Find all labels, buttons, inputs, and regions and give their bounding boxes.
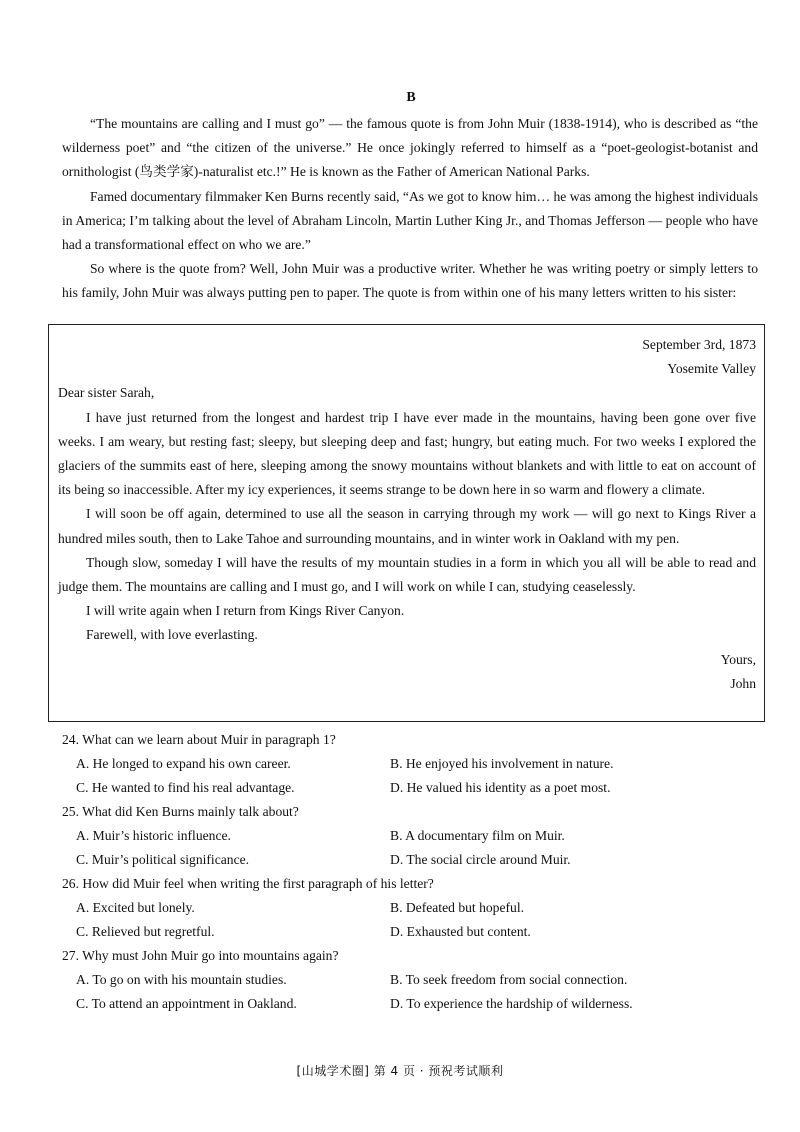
option-b: B. He enjoyed his involvement in nature. bbox=[390, 756, 614, 771]
option-b: B. To seek freedom from social connection. bbox=[390, 972, 628, 987]
question-stem: 25. What did Ken Burns mainly talk about? bbox=[62, 804, 299, 819]
option-c: C. He wanted to find his real advantage. bbox=[76, 780, 295, 795]
letter-signature: John bbox=[730, 675, 756, 691]
option-c: C. Relieved but regretful. bbox=[76, 924, 215, 939]
option-a: A. He longed to expand his own career. bbox=[76, 756, 291, 771]
passage-intro bbox=[62, 112, 758, 306]
letter-paragraph: Though slow, someday I will have the results of my mountain studies in a form in which you all will be able to read and judge them. The mountains are calling and I must go, and I will work on while I can, studying ceaselessly. bbox=[58, 554, 756, 595]
option-d: D. He valued his identity as a poet most. bbox=[390, 780, 611, 795]
letter-date: September 3rd, 1873 bbox=[642, 337, 756, 352]
letter-paragraph: I will write again when I return from Kings River Canyon. bbox=[86, 603, 405, 619]
option-a: A. To go on with his mountain studies. bbox=[76, 972, 287, 987]
letter-place: Yosemite Valley bbox=[667, 361, 756, 377]
intro-paragraph: “The mountains are calling and I must go” — the famous quote is from John Muir (1838-1914), who is described as “the wilderness poet” and “the citizen of the universe.” He once jokingly referred to himself as a “poet-geologist-botanist and ornithologist (鸟类学家)-naturalist etc.!” He is known as the Father of American National Parks. bbox=[62, 116, 758, 180]
option-d: D. The social circle around Muir. bbox=[390, 852, 571, 867]
question-stem: 24. What can we learn about Muir in paragraph 1? bbox=[62, 732, 336, 747]
letter-paragraph: I will soon be off again, determined to use all the season in carrying through my work — will go next to Kings River a hundred miles south, then to Lake Tahoe and surrounding mountains, and in winter work in Oakland with my pen. bbox=[58, 506, 756, 546]
option-a: A. Muir’s historic influence. bbox=[76, 828, 231, 843]
question-stem: 27. Why must John Muir go into mountains again? bbox=[62, 948, 339, 963]
letter-paragraph: Farewell, with love everlasting. bbox=[86, 627, 258, 643]
option-a: A. Excited but lonely. bbox=[76, 900, 195, 915]
letter-paragraph: I have just returned from the longest and hardest trip I have ever made in the mountains, having been gone over five weeks. I am weary, but resting fast; sleepy, but sleeping deep and fast; hungry, but eating much. For two weeks I explored the glaciers of the summits east of here, sleeping among the snowy mountains without blankets and with little to eat on account of its being so inaccessible. After my icy experiences, it seems strange to be down here in so warm and flowery a climate. bbox=[58, 409, 756, 498]
question-25 bbox=[62, 800, 762, 872]
option-b: B. A documentary film on Muir. bbox=[390, 828, 565, 843]
intro-paragraph: So where is the quote from? Well, John Muir was a productive writer. Whether he was writing poetry or simply letters to his family, John Muir was always putting pen to paper. The quote is from within one of his many letters written to his sister: bbox=[62, 261, 758, 301]
option-b: B. Defeated but hopeful. bbox=[390, 900, 525, 915]
option-d: D. Exhausted but content. bbox=[390, 924, 531, 939]
question-24 bbox=[62, 728, 762, 800]
question-26 bbox=[62, 872, 762, 944]
letter-closing: Yours, bbox=[720, 651, 756, 667]
section-label: B bbox=[406, 90, 416, 105]
letter-box bbox=[48, 324, 765, 722]
letter-salutation: Dear sister Sarah, bbox=[58, 385, 155, 401]
page-footer: [山城学术圈] 第 4 页 · 预祝考试顺利 bbox=[296, 1064, 504, 1078]
question-stem: 26. How did Muir feel when writing the first paragraph of his letter? bbox=[62, 876, 434, 891]
question-27 bbox=[62, 944, 762, 1016]
intro-paragraph: Famed documentary filmmaker Ken Burns recently said, “As we got to know him… he was among the highest individuals in America; I’m talking about the level of Abraham Lincoln, Martin Luther King Jr., and Thomas Jefferson — people who have had a transformational effect on who we are.” bbox=[62, 188, 758, 253]
option-d: D. To experience the hardship of wilderness. bbox=[390, 996, 633, 1011]
option-c: C. To attend an appointment in Oakland. bbox=[76, 996, 297, 1011]
option-c: C. Muir’s political significance. bbox=[76, 852, 250, 867]
question-list bbox=[62, 728, 762, 1016]
letter-content bbox=[58, 333, 756, 696]
